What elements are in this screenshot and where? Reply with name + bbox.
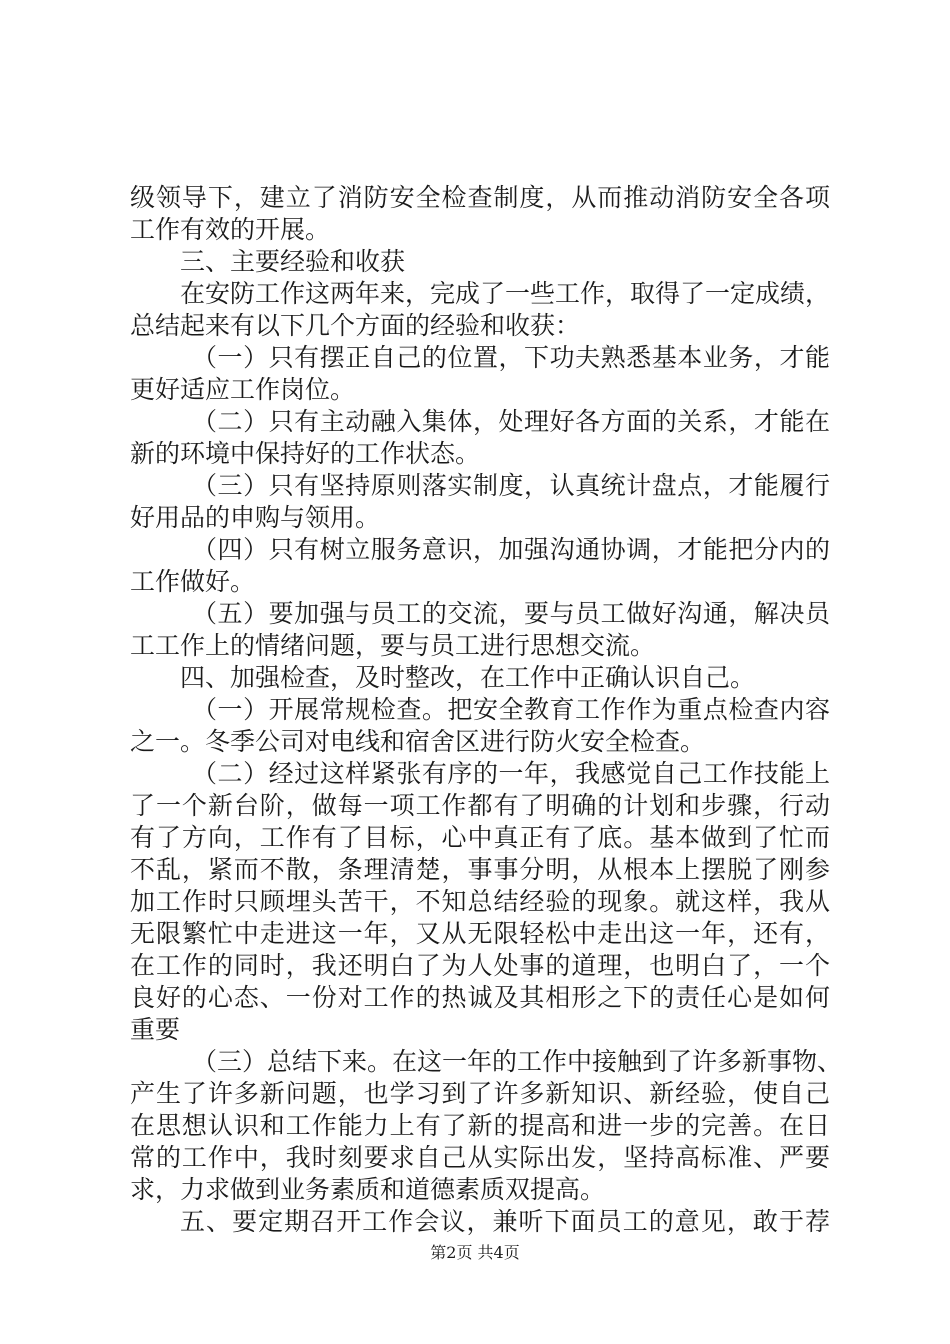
text-line: （五）要加强与员工的交流，要与员工做好沟通，解决员 (192, 599, 830, 628)
text-line: 工作有效的开展。 (130, 215, 331, 244)
text-line: 有了方向，工作有了目标，心中真正有了底。基本做到了忙而 (130, 823, 830, 852)
text-line: 无限繁忙中走进这一年，又从无限轻松中走出这一年，还有， (130, 919, 830, 948)
text-line: （二）经过这样紧张有序的一年，我感觉自己工作技能上 (192, 759, 830, 788)
text-line: 在工作的同时，我还明白了为人处事的道理，也明白了，一个 (130, 951, 830, 980)
text-line: （二）只有主动融入集体，处理好各方面的关系，才能在 (192, 407, 830, 436)
text-line: （一）开展常规检查。把安全教育工作作为重点检查内容 (192, 695, 830, 724)
text-line: （三）总结下来。在这一年的工作中接触到了许多新事物、 (192, 1047, 843, 1076)
text-line: 好用品的申购与领用。 (130, 503, 381, 532)
text-line: 新的环境中保持好的工作状态。 (130, 439, 481, 468)
text-line: 求，力求做到业务素质和道德素质双提高。 (130, 1175, 606, 1204)
text-line: 了一个新台阶，做每一项工作都有了明确的计划和步骤，行动 (130, 791, 830, 820)
section-heading: 四、加强检查，及时整改，在工作中正确认识自己。 (180, 663, 756, 692)
text-line: 工作做好。 (130, 567, 256, 596)
text-line: 良好的心态、一份对工作的热诚及其相形之下的责任心是如何 (130, 983, 830, 1012)
page-number-footer: 第2页 共4页 (430, 1243, 520, 1262)
text-line: 级领导下，建立了消防安全检查制度，从而推动消防安全各项 (130, 183, 830, 212)
text-line: 不乱，紧而不散，条理清楚，事事分明，从根本上摆脱了刚参 (130, 855, 830, 884)
text-line: （三）只有坚持原则落实制度，认真统计盘点，才能履行 (192, 471, 830, 500)
text-line: 重要 (130, 1015, 181, 1044)
text-line: 在思想认识和工作能力上有了新的提高和进一步的完善。在日 (130, 1111, 830, 1140)
text-line: （四）只有树立服务意识，加强沟通协调，才能把分内的 (192, 535, 830, 564)
text-line: 之一。冬季公司对电线和宿舍区进行防火安全检查。 (130, 727, 706, 756)
text-line: 工工作上的情绪问题，要与员工进行思想交流。 (130, 631, 656, 660)
text-line: 常的工作中，我时刻要求自己从实际出发，坚持高标准、严要 (130, 1143, 830, 1172)
text-line: 在安防工作这两年来，完成了一些工作，取得了一定成绩， (180, 279, 831, 308)
section-heading: 五、要定期召开工作会议，兼听下面员工的意见，敢于荐 (180, 1207, 830, 1236)
text-line: 产生了许多新问题，也学习到了许多新知识、新经验，使自己 (130, 1079, 830, 1108)
section-heading: 三、主要经验和收获 (180, 247, 406, 276)
text-line: 总结起来有以下几个方面的经验和收获： (130, 311, 581, 340)
text-line: 加工作时只顾埋头苦干，不知总结经验的现象。就这样，我从 (130, 887, 830, 916)
text-line: （一）只有摆正自己的位置，下功夫熟悉基本业务，才能 (192, 343, 830, 372)
text-line: 更好适应工作岗位。 (130, 375, 356, 404)
